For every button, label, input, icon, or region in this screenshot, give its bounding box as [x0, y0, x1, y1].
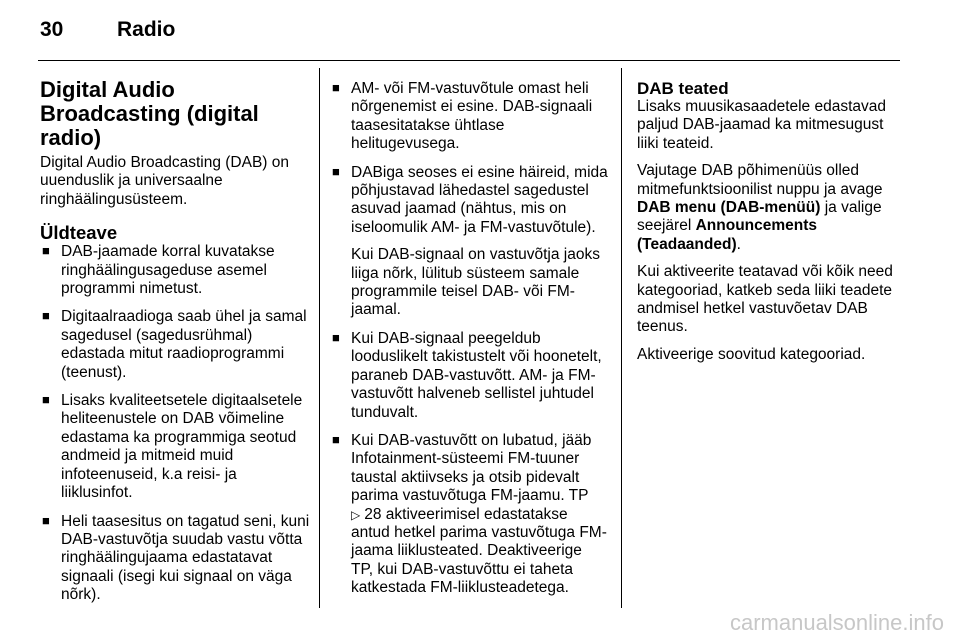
list-item: ■ DAB-jaamade korral kuvatakse ringhäälingusageduse asemel programmi nimetust.	[40, 243, 310, 298]
list-item: ■ Lisaks kvaliteetsetele digitaalsetele heliteenustele on DAB võimeline edastama ka programmiga seotud andmeid ja mitmeid muid infoteenuseid, k.a reisi- ja liiklusinfot.	[40, 392, 310, 502]
page-reference[interactable]: 28	[364, 505, 382, 523]
paragraph: Lisaks muusikasaadetele edastavad paljud DAB-jaamad ka mitmesugust liiki teateid.	[637, 98, 887, 152]
text-span: Vajutage DAB põhimenüüs olled mitmefunktsioonilist nuppu ja avage	[637, 162, 883, 198]
column-2	[330, 80, 608, 608]
column-divider-right	[621, 68, 622, 608]
paragraph	[637, 162, 905, 254]
tp-text-before: Kui DAB-vastuvõtt on lubatud, jääb Infotainment-süsteemi FM-tuuner taustal aktiivseks ja otsib pidevalt parima vastuvõtuga FM-jaamu. TP	[351, 431, 592, 505]
list-item-text: ■ DABiga seoses ei esine häireid, mida põhjustavad lähedastel sagedustel asuvad jaamad (nähtus, mis on iseloomulik AM- ja FM-vastuvõtule).	[351, 163, 608, 236]
column-1	[40, 78, 310, 615]
features-list	[330, 80, 608, 598]
list-item	[330, 432, 608, 598]
list-item	[330, 164, 608, 320]
page-header	[0, 0, 960, 62]
column-3	[637, 79, 905, 373]
list-item: ■ Heli taasesitus on tagatud seni, kuni DAB-vastuvõtja suudab vastu võtta ringhäälingujaama edastatavat signaali (isegi kui signaal on väga nõrk).	[40, 513, 310, 605]
dab-messages-heading: DAB teated	[637, 79, 729, 98]
text-span: ja valige seejärel	[637, 199, 882, 235]
paragraph: Aktiveerige soovitud kategooriad.	[637, 345, 866, 363]
list-item-subparagraph: Kui DAB-signaal on vastuvõtja jaoks liiga nõrk, lülitub süsteem samale programmile teisel DAB- või FM-jaamal.	[351, 246, 600, 319]
column-divider-left	[319, 68, 320, 608]
overview-list	[40, 243, 310, 604]
list-item: ■ Kui DAB-signaal peegeldub looduslikelt takistustelt või hoonetelt, paraneb DAB-vastuvõtt. AM- ja FM-vastuvõtt halveneb sellistel juhtudel tunduvalt.	[330, 330, 608, 422]
tp-text-after: aktiveerimisel edastatakse antud hetkel parima vastuvõtuga FM-jaama liiklusteated. Deaktiveerige TP, kui DAB-vastuvõttu ei taheta katkestada FM-liiklusteadetega.	[351, 505, 607, 597]
header-rule	[38, 60, 900, 61]
page-number: 30	[40, 18, 64, 41]
triangle-reference-icon: ▷	[351, 507, 361, 522]
menu-label: DAB menu (DAB-menüü)	[637, 199, 821, 217]
overview-heading: Üldteave	[40, 222, 118, 244]
menu-label: Announcements (Teadaanded)	[637, 217, 818, 253]
section-title: Radio	[117, 18, 176, 41]
list-item: ■ AM- või FM-vastuvõtule omast heli nõrgenemist ei esine. DAB-signaali taasesitatakse ühtlase helitugevusega.	[330, 80, 608, 154]
page-title: Digital Audio Broadcasting (digital radio)	[40, 77, 259, 150]
text-span: .	[736, 235, 741, 253]
intro-paragraph: Digital Audio Broadcasting (DAB) on uuenduslik ja universaalne ringhäälingusüsteem.	[40, 154, 289, 208]
watermark: carmanualsonline.info	[729, 610, 944, 635]
paragraph: Kui aktiveerite teatavad või kõik need kategooriad, katkeb seda liiki teadete andmisel hetkel vastuvõetav DAB teenus.	[637, 263, 893, 336]
list-item: ■ Digitaalraadioga saab ühel ja samal sagedusel (sagedusrühmal) edastada mitut raadioprogrammi (teenust).	[40, 308, 310, 382]
